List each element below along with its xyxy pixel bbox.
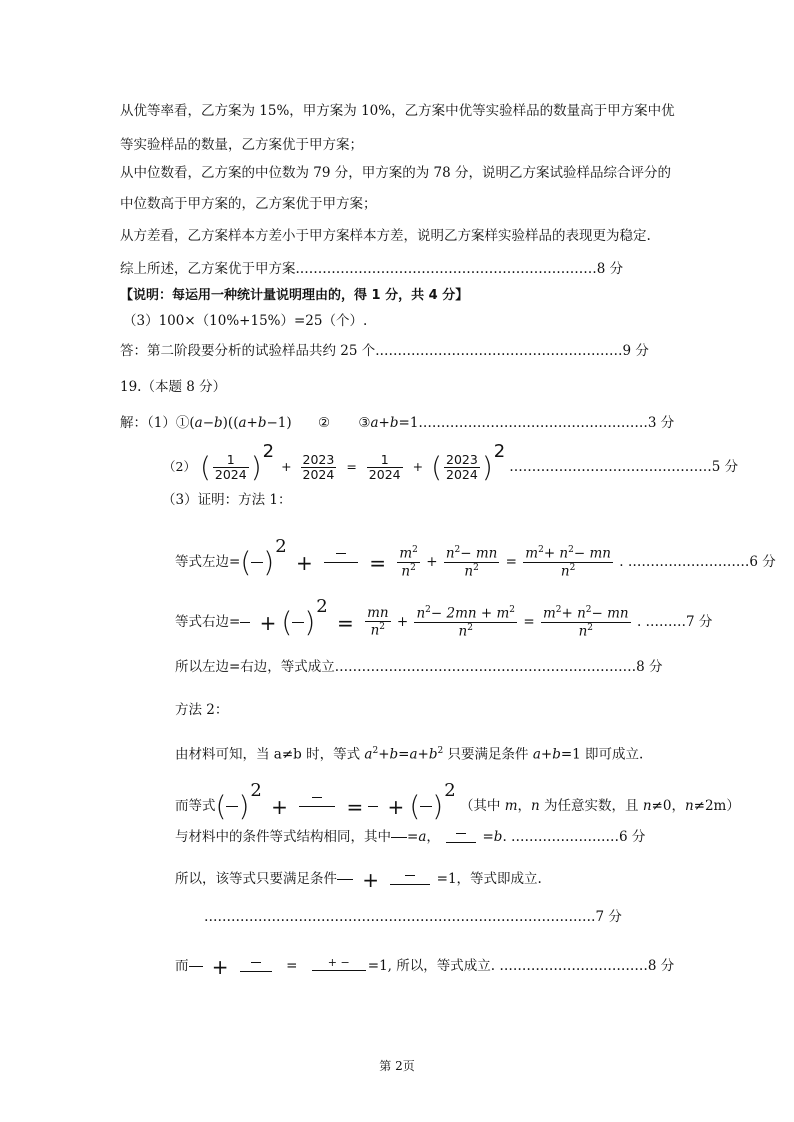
question-title: 19.（本题 8 分） (120, 379, 227, 395)
method2-line3: 与材料中的条件等式结构相同，其中 =a， =b. ……………………6 分 (175, 826, 645, 845)
answer-line: 答：第二阶段要分析的试验样品共约 25 个.………………………………………………9 分 (120, 343, 649, 359)
method2-line5: ……………………………………………………………………………7 分 (204, 909, 622, 925)
method2-label: 方法 2： (175, 702, 229, 718)
solution-part2: （2） ( $\frac{1}{2024}$ )2 + $\frac{2023}{2024}$ = $\frac{1}{2024}$ + ( $\frac{2023}{2024}$ )2 ………………………………………5 分 (163, 441, 739, 484)
fraction: $\frac{mn}{n^2}$ (367, 604, 389, 639)
part1-label: 解：（1）① (120, 415, 190, 431)
text-line: 中位数高于甲方案的，乙方案优于甲方案； (120, 196, 377, 212)
method2-line1: 由材料可知，当 a≠b 时，等式 $a^2+b=a+b^2$ 只要满足条件 a+b=1 即可成立. (175, 746, 644, 763)
solution-part1: 解：（1）①(a−b)((a+b−1) ② ③a+b=1……………………………………………3 分 (120, 415, 675, 431)
text-line: 从方差看，乙方案样本方差小于甲方案样本方差，说明乙方案样实验样品的表现更为稳定. (120, 228, 651, 244)
conclusion-method1: 所以左边=右边，等式成立.…………………………………………………………8 分 (175, 659, 663, 675)
fraction: $\frac{2023}{2024}$ (446, 451, 478, 482)
method2-line6: 而 + = + − =1, 所以，等式成立. ……………………………8 分 (175, 954, 675, 979)
fraction: $\frac{2023}{2024}$ (302, 451, 335, 482)
fraction: $\frac{1}{2024}$ (214, 451, 247, 482)
fraction: $\frac{1}{2024}$ (368, 451, 401, 482)
text-line: 从中位数看，乙方案的中位数为 79 分，甲方案的为 78 分，说明乙方案试验样品综合评分的 (120, 165, 672, 181)
text-line: 等实验样品的数量，乙方案优于甲方案； (120, 137, 363, 153)
right-side-equation: 等式右边= + ( )2 = $\frac{mn}{n^2}$ + $\frac{n^2- 2mn + m^2}{n^2}$ = $\frac{m^2+ n^2- mn}{n^2}$ . ………7 分 (175, 596, 713, 640)
text-line: 从优等率看，乙方案为 15%，甲方案为 10%，乙方案中优等实验样品的数量高于甲方案中优 (120, 103, 675, 119)
fraction: $\frac{n^2- 2mn + m^2}{n^2}$ (416, 604, 516, 640)
fraction: $\frac{m^2}{n^2}$ (399, 544, 418, 580)
fraction: $\frac{n^2- mn}{n^2}$ (445, 544, 498, 580)
part3-label: （3）证明：方法 1： (162, 492, 292, 508)
page-number: 第 2页 (379, 1059, 415, 1073)
part3-calc: （3）100×（10%+15%）=25（个）. (123, 313, 368, 329)
method2-line2: 而等式( )2 + = + ( )2 （其中 m，n 为任意实数，且 n≠0，n≠2m） (175, 780, 740, 823)
method2-line4: 所以，该等式只要满足条件 + =1，等式即成立. (175, 867, 542, 892)
fraction: $\frac{m^2+ n^2- mn}{n^2}$ (525, 544, 611, 580)
scoring-note: 【说明：每运用一种统计量说明理由的，得 1 分，共 4 分】 (120, 288, 469, 303)
text-line: 综上所述，乙方案优于甲方案.…………………………………………………………8 分 (120, 261, 624, 277)
fraction: $\frac{m^2+ n^2- mn}{n^2}$ (542, 604, 629, 640)
left-side-equation: 等式左边=( )2 + = $\frac{m^2}{n^2}$ + $\frac{n^2- mn}{n^2}$ = $\frac{m^2+ n^2- mn}{n^2}$ . ………………………6 分 (175, 536, 776, 580)
